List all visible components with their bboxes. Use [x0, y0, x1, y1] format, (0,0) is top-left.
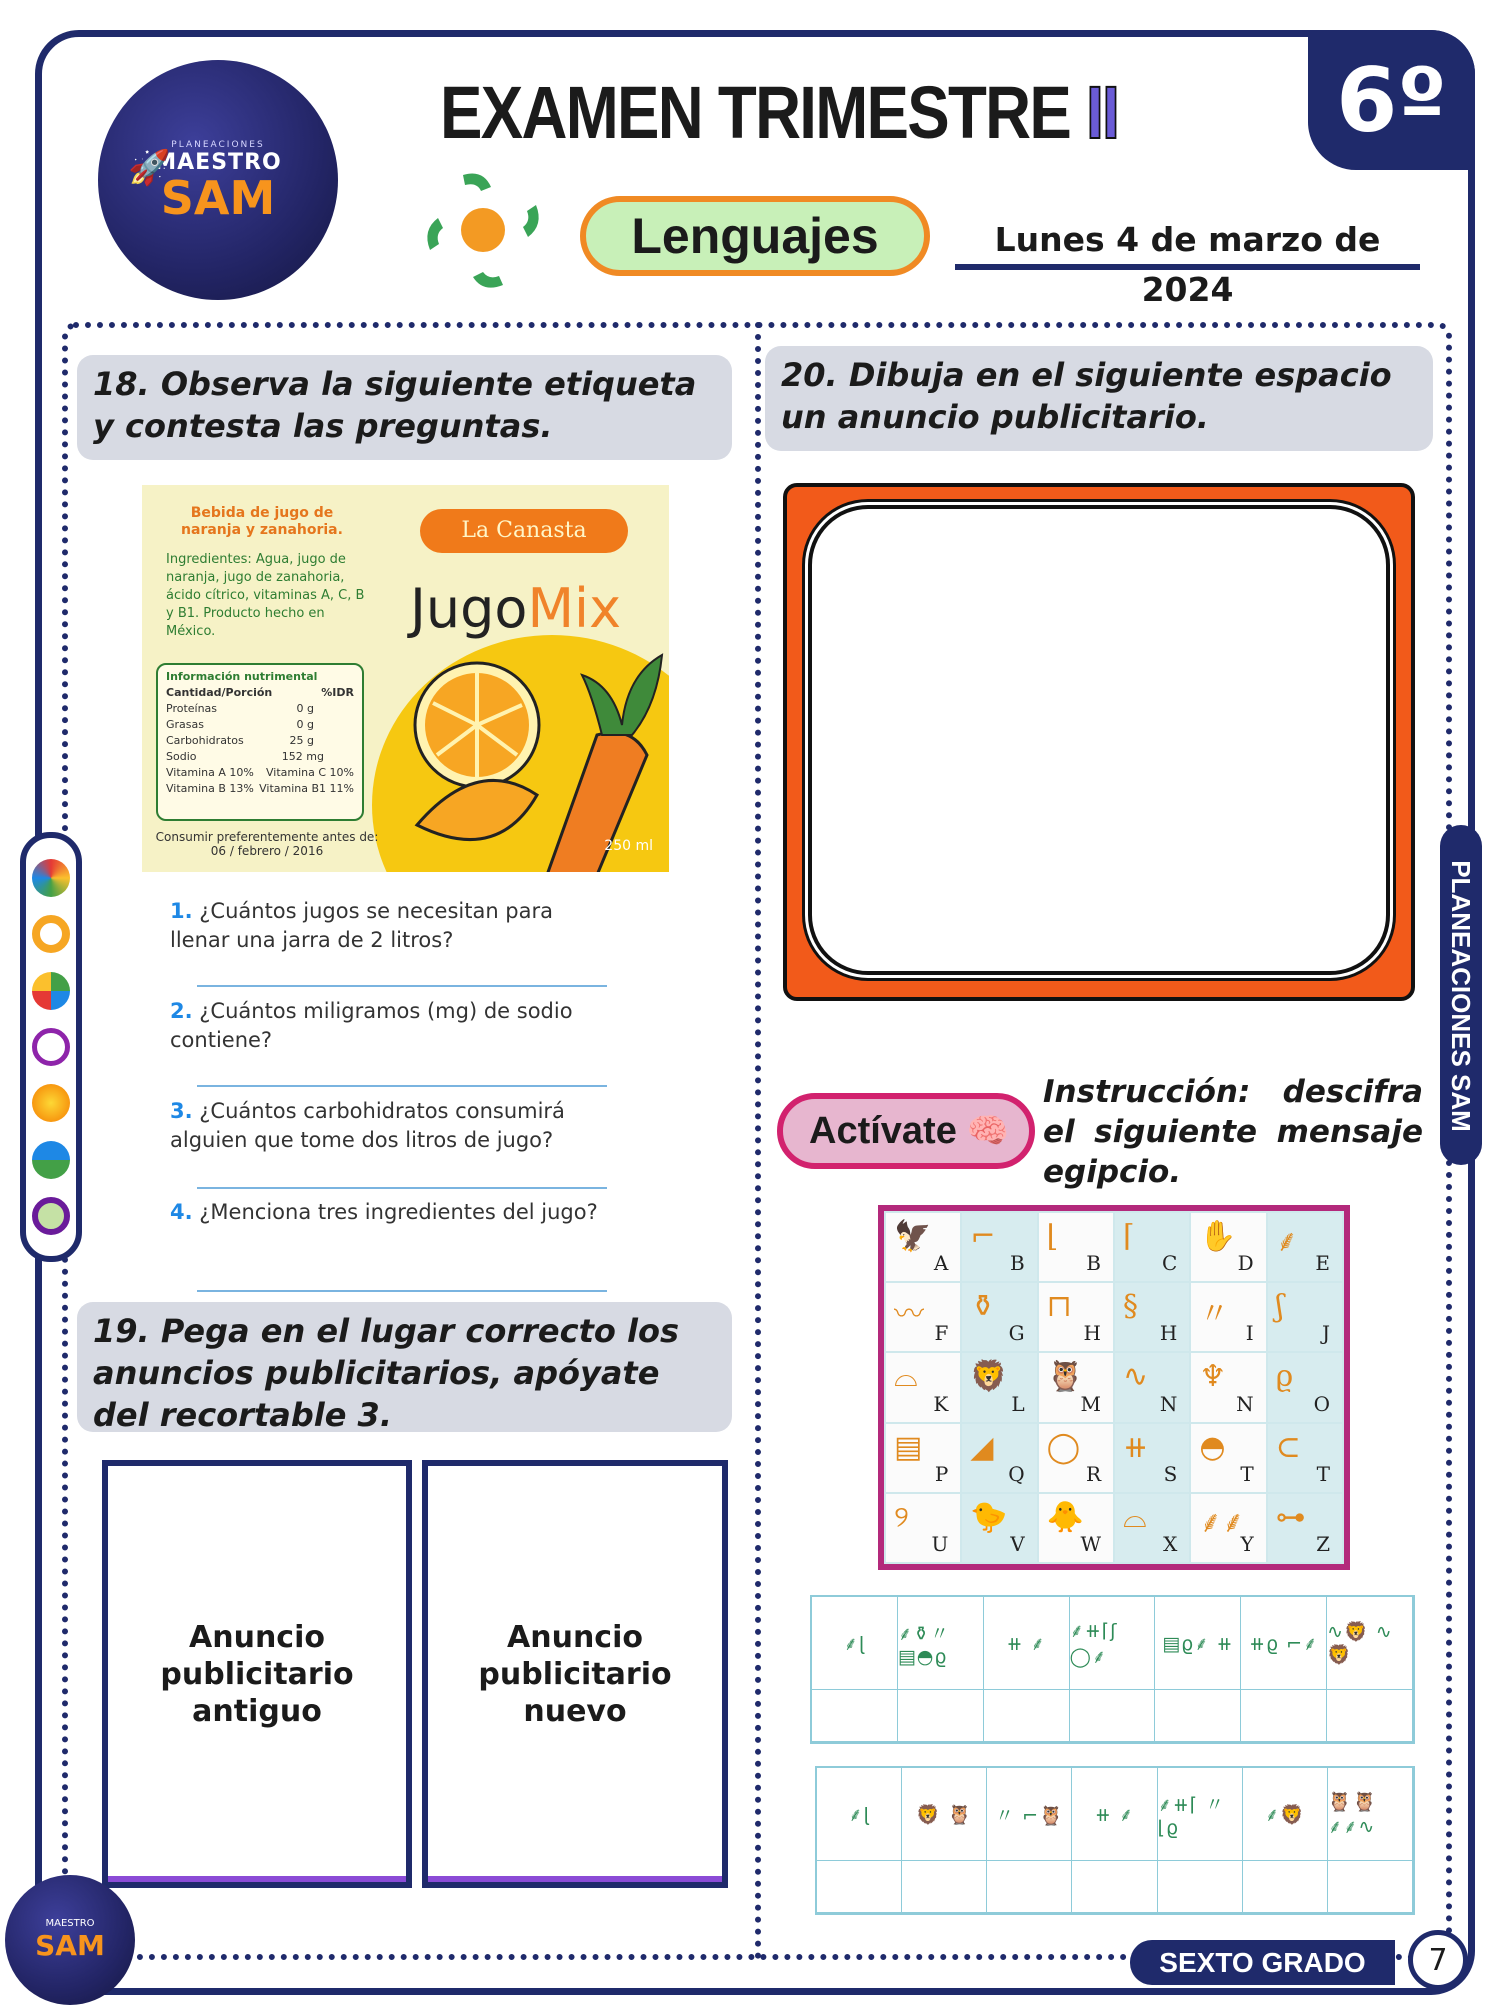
label-brand: La Canasta [420, 509, 628, 553]
nutrition-row-value: 25 g [289, 734, 314, 747]
hieroglyph-icon: ⌓ [1123, 1499, 1147, 1535]
question-text: ¿Cuántos jugos se necesitan para llenar una jarra de 2 litros? [170, 899, 554, 952]
vitamin-a: Vitamina A 10% [166, 766, 254, 779]
project-icon-2 [32, 915, 70, 953]
hieroglyph-key-cell [1268, 1494, 1342, 1562]
hieroglyph-key-cell [1115, 1494, 1189, 1562]
exam-title [440, 70, 1119, 160]
label-product-name [410, 577, 621, 640]
hieroglyph-icon: 🐤 [970, 1499, 1008, 1535]
logo-maestro-text: MAESTRO [45, 1918, 95, 1929]
logo-sam-text: SAM [35, 1929, 105, 1962]
hieroglyph-letter: T [1240, 1461, 1254, 1486]
grade-footer-bar: SEXTO GRADO [1130, 1940, 1395, 1985]
subject-pill: Lenguajes [580, 196, 930, 276]
hieroglyph-key-cell [1191, 1283, 1265, 1351]
message-answer-cell[interactable] [1072, 1861, 1157, 1913]
question-text: ¿Menciona tres ingredientes del jugo? [199, 1200, 598, 1224]
hieroglyph-icon: ⊓ [1046, 1289, 1072, 1325]
hieroglyph-icon: ⌈ [1123, 1219, 1135, 1254]
column-divider [755, 322, 761, 1960]
hieroglyph-icon: ◢ [970, 1429, 994, 1465]
nutrition-row-name: Sodio [166, 750, 197, 763]
label-product-b: Mix [527, 577, 622, 640]
vitamin-b: Vitamina B 13% [166, 782, 254, 795]
message-glyph-cell: ∿🦁 ∿🦁 [1327, 1597, 1413, 1690]
nutrition-row-name: Carbohidratos [166, 734, 244, 747]
grade-badge: 6º [1308, 30, 1475, 170]
hieroglyph-letter: C [1162, 1251, 1178, 1276]
message-grid-row-2 [815, 1766, 1415, 1915]
hieroglyph-key-cell [962, 1213, 1036, 1281]
hieroglyph-key-cell [1039, 1494, 1113, 1562]
message-glyph-cell: ⸙ɭ [812, 1597, 898, 1690]
hieroglyph-letter: P [934, 1461, 949, 1486]
message-glyph-cell: ▤ϱ⸙ ⧺ [1155, 1597, 1241, 1690]
hieroglyph-key-cell [1039, 1424, 1113, 1492]
hieroglyph-key-cell [1191, 1353, 1265, 1421]
hieroglyph-letter: H [1083, 1321, 1101, 1346]
hieroglyph-icon: ⚱ [970, 1289, 996, 1325]
hieroglyph-icon: 〃 [1199, 1297, 1230, 1333]
hieroglyph-letter: U [931, 1531, 949, 1556]
hieroglyph-key-cell [962, 1424, 1036, 1492]
hieroglyph-icon: ϱ [1275, 1359, 1294, 1395]
logo-small-text: PLANEACIONES [171, 139, 265, 150]
message-answer-cell[interactable] [902, 1861, 987, 1913]
hieroglyph-key-cell [886, 1353, 960, 1421]
message-answer-cell[interactable] [1070, 1690, 1156, 1742]
nutrition-row-value: 0 g [296, 718, 314, 731]
hieroglyph-icon: ⌐ [970, 1219, 996, 1254]
question-text: ¿Cuántos miligramos (mg) de sodio contiene? [170, 999, 573, 1052]
nutrition-head-right: %IDR [321, 686, 354, 699]
hieroglyph-letter: T [1316, 1461, 1330, 1486]
message-answer-cell[interactable] [1328, 1861, 1413, 1913]
hieroglyph-icon: ⸙ [1275, 1224, 1299, 1259]
nutrition-row-value: 152 mg [281, 750, 324, 763]
side-icon-strip [20, 832, 82, 1262]
hieroglyph-key-cell [1039, 1283, 1113, 1351]
maestro-sam-logo-small [5, 1875, 135, 2005]
nutrition-row-name: Grasas [166, 718, 204, 731]
message-glyph-cell: ⸙🦁 [1243, 1768, 1328, 1861]
question-item-4 [170, 1198, 610, 1227]
hieroglyph-icon: ▤ [894, 1429, 923, 1465]
maestro-sam-logo [98, 60, 338, 300]
answer-line-4[interactable] [197, 1290, 607, 1292]
hieroglyph-letter: Y [1240, 1531, 1254, 1556]
hieroglyph-icon: ◓ [1199, 1429, 1226, 1465]
hieroglyph-icon: ⊂ [1275, 1429, 1301, 1465]
hieroglyph-key-cell [1268, 1283, 1342, 1351]
question-18-heading: 18. Observa la siguiente etiqueta y contesta las preguntas. [77, 355, 732, 460]
label-consume-date: Consumir preferentemente antes de: 06 / febrero / 2016 [155, 830, 379, 858]
answer-line-3[interactable] [197, 1187, 607, 1189]
exam-title-text: EXAMEN TRIMESTRE [440, 71, 1071, 154]
paste-area-old-ad[interactable]: Anuncio publicitario antiguo [102, 1460, 412, 1888]
message-glyph-cell: ⸙⧺⌈ 〃⌊ϱ [1158, 1768, 1243, 1861]
hieroglyph-letter: L [1011, 1391, 1025, 1416]
answer-line-1[interactable] [197, 985, 607, 987]
hieroglyph-letter: B [1009, 1251, 1025, 1276]
hieroglyph-icon: ୨ [894, 1499, 909, 1535]
nutrition-title: Información nutrimental [166, 670, 318, 683]
hieroglyph-key-cell [962, 1494, 1036, 1562]
nutrition-row-name: Proteínas [166, 702, 218, 715]
project-icon-6 [32, 1141, 70, 1179]
hieroglyph-key-cell [886, 1213, 960, 1281]
question-number: 4. [170, 1200, 193, 1224]
hieroglyph-icon: 🦅 [894, 1219, 932, 1254]
project-icon-4 [32, 1028, 70, 1066]
project-icon-5 [32, 1084, 70, 1122]
project-icon-3 [32, 972, 70, 1010]
juice-label-image [142, 485, 669, 872]
label-ingredients: Ingredientes: Agua, jugo de naranja, jugo de zanahoria, ácido cítrico, vitaminas A, C, B y B1. Producto hecho en México. [166, 552, 365, 639]
hieroglyph-key-cell [1115, 1283, 1189, 1351]
hieroglyph-icon: ✋ [1199, 1219, 1237, 1254]
hieroglyph-letter: A [933, 1251, 949, 1276]
hieroglyph-icon: ʃ [1275, 1289, 1284, 1325]
hieroglyph-key-cell [1191, 1424, 1265, 1492]
hieroglyph-letter: B [1086, 1251, 1101, 1276]
nutrition-row-value: 0 g [296, 702, 314, 715]
hieroglyph-key-cell [886, 1283, 960, 1351]
hieroglyph-icon: ∿ [1123, 1359, 1149, 1395]
question-19-heading: 19. Pega en el lugar correcto los anuncios publicitarios, apóyate del recortable 3. [77, 1302, 732, 1432]
hieroglyph-icon: 🦉 [1046, 1359, 1085, 1395]
hieroglyph-letter: Q [1008, 1461, 1025, 1486]
hieroglyph-key-cell [886, 1494, 960, 1562]
hieroglyph-key-cell [1268, 1213, 1342, 1281]
question-item-2 [170, 997, 610, 1055]
message-answer-cell[interactable] [1158, 1861, 1243, 1913]
drawing-area[interactable] [808, 505, 1390, 975]
hieroglyph-key-cell [1268, 1353, 1342, 1421]
message-glyph-cell: 🦉🦉 ⸙⸙∿ [1328, 1768, 1413, 1861]
question-number: 3. [170, 1099, 193, 1123]
hieroglyph-icon: ⌓ [894, 1359, 918, 1395]
hieroglyph-letter: E [1315, 1251, 1330, 1276]
message-grid-row-1 [810, 1595, 1415, 1744]
question-item-1 [170, 897, 610, 955]
hieroglyph-icon: 〰 [894, 1297, 924, 1333]
paste-area-new-ad[interactable]: Anuncio publicitario nuevo [422, 1460, 728, 1888]
brain-icon: 🧠 [966, 1112, 1010, 1150]
message-answer-cell[interactable] [898, 1690, 984, 1742]
message-glyph-cell: ⸙ɭ [817, 1768, 902, 1861]
hieroglyph-letter: F [934, 1321, 949, 1346]
answer-line-2[interactable] [197, 1085, 607, 1087]
hieroglyph-letter: D [1237, 1251, 1254, 1276]
hieroglyph-letter: N [1236, 1391, 1254, 1416]
message-glyph-cell: ⧺ ⸙ [1072, 1768, 1157, 1861]
logo-maestro-text: MAESTRO [154, 149, 282, 175]
hieroglyph-key-grid [878, 1205, 1350, 1570]
hieroglyph-letter: M [1080, 1391, 1101, 1416]
hieroglyph-key-cell [1039, 1353, 1113, 1421]
hieroglyph-key-cell [962, 1353, 1036, 1421]
activity-instruction: Instrucción: descifra el siguiente mensaje egipcio. [1043, 1074, 1423, 1190]
hieroglyph-letter: I [1245, 1321, 1254, 1346]
message-answer-cell[interactable] [1327, 1690, 1413, 1742]
message-glyph-cell: 〃 ⌐🦉 [987, 1768, 1072, 1861]
message-glyph-cell: ⧺ϱ ⌐⸙ [1241, 1597, 1327, 1690]
project-icon-7 [32, 1197, 70, 1235]
hieroglyph-icon: ◯ [1046, 1429, 1081, 1465]
hieroglyph-key-cell [1115, 1353, 1189, 1421]
label-product-a: Jugo [410, 577, 528, 640]
hieroglyph-key-cell [1039, 1213, 1113, 1281]
hieroglyph-icon: ♆ [1199, 1359, 1227, 1395]
question-text: ¿Cuántos carbohidratos consumirá alguien que tome dos litros de jugo? [170, 1099, 565, 1152]
hieroglyph-letter: W [1080, 1531, 1101, 1556]
message-answer-cell[interactable] [812, 1690, 898, 1742]
message-answer-cell[interactable] [1243, 1861, 1328, 1913]
hieroglyph-icon: ⌊ [1046, 1219, 1059, 1254]
hieroglyph-letter: G [1008, 1321, 1025, 1346]
message-answer-cell[interactable] [987, 1861, 1072, 1913]
message-glyph-cell: ⧺ ⸙ [984, 1597, 1070, 1690]
message-answer-cell[interactable] [1241, 1690, 1327, 1742]
exam-date: Lunes 4 de marzo de 2024 [955, 215, 1420, 270]
rocket-icon: 🚀 [128, 148, 171, 188]
hieroglyph-letter: S [1163, 1461, 1178, 1486]
question-item-3 [170, 1097, 610, 1155]
hieroglyph-icon: ⧺ [1123, 1429, 1149, 1465]
hieroglyph-key-cell [962, 1283, 1036, 1351]
hieroglyph-icon: ⸙⸙ [1199, 1504, 1245, 1540]
question-20-heading: 20. Dibuja en el siguiente espacio un anuncio publicitario. [765, 346, 1433, 451]
message-glyph-cell: ⸙⚱〃 ▤◓ϱ [898, 1597, 984, 1690]
vitamin-b1: Vitamina B1 11% [259, 782, 354, 795]
hieroglyph-letter: V [1010, 1531, 1025, 1556]
message-glyph-cell: 🦁 🦉 [902, 1768, 987, 1861]
swirl-icon [418, 165, 548, 295]
nutrition-head-left: Cantidad/Porción [166, 686, 273, 699]
message-answer-cell[interactable] [984, 1690, 1070, 1742]
vitamin-c: Vitamina C 10% [266, 766, 354, 779]
message-glyph-cell: ⸙⧺⌈ʃ ◯⸙ [1070, 1597, 1156, 1690]
exam-title-roman: II [1086, 71, 1119, 154]
hieroglyph-letter: K [933, 1391, 949, 1416]
hieroglyph-letter: O [1313, 1391, 1330, 1416]
hieroglyph-key-cell [1115, 1424, 1189, 1492]
activate-badge-label: Actívate [809, 1109, 957, 1152]
message-answer-cell[interactable] [1155, 1690, 1241, 1742]
hieroglyph-key-cell [1115, 1213, 1189, 1281]
hieroglyph-letter: H [1159, 1321, 1178, 1346]
logo-sam-text: SAM [160, 170, 276, 225]
side-brand-text: PLANEACIONES SAM [1446, 860, 1476, 1132]
hieroglyph-key-cell [1268, 1424, 1342, 1492]
message-answer-cell[interactable] [817, 1861, 902, 1913]
hieroglyph-icon: ⊶ [1275, 1499, 1306, 1535]
question-number: 1. [170, 899, 193, 923]
hieroglyph-letter: J [1321, 1321, 1330, 1346]
hieroglyph-letter: X [1163, 1531, 1178, 1556]
hieroglyph-icon: 🐥 [1046, 1499, 1085, 1535]
hieroglyph-key-cell [886, 1424, 960, 1492]
hieroglyph-icon: 🦁 [970, 1359, 1008, 1395]
nutrition-facts [156, 663, 364, 821]
hieroglyph-letter: Z [1316, 1531, 1330, 1556]
label-beverage: Bebida de jugo de naranja y zanahoria. [181, 505, 343, 538]
project-icon-1 [32, 859, 70, 897]
page-number: 7 [1408, 1930, 1468, 1990]
hieroglyph-key-cell [1191, 1494, 1265, 1562]
hieroglyph-letter: R [1085, 1461, 1101, 1486]
hieroglyph-letter: N [1159, 1391, 1178, 1416]
question-number: 2. [170, 999, 193, 1023]
label-volume: 250 ml [604, 838, 653, 854]
hieroglyph-icon: § [1123, 1289, 1138, 1325]
activate-badge [777, 1093, 1035, 1169]
hieroglyph-key-cell [1191, 1213, 1265, 1281]
